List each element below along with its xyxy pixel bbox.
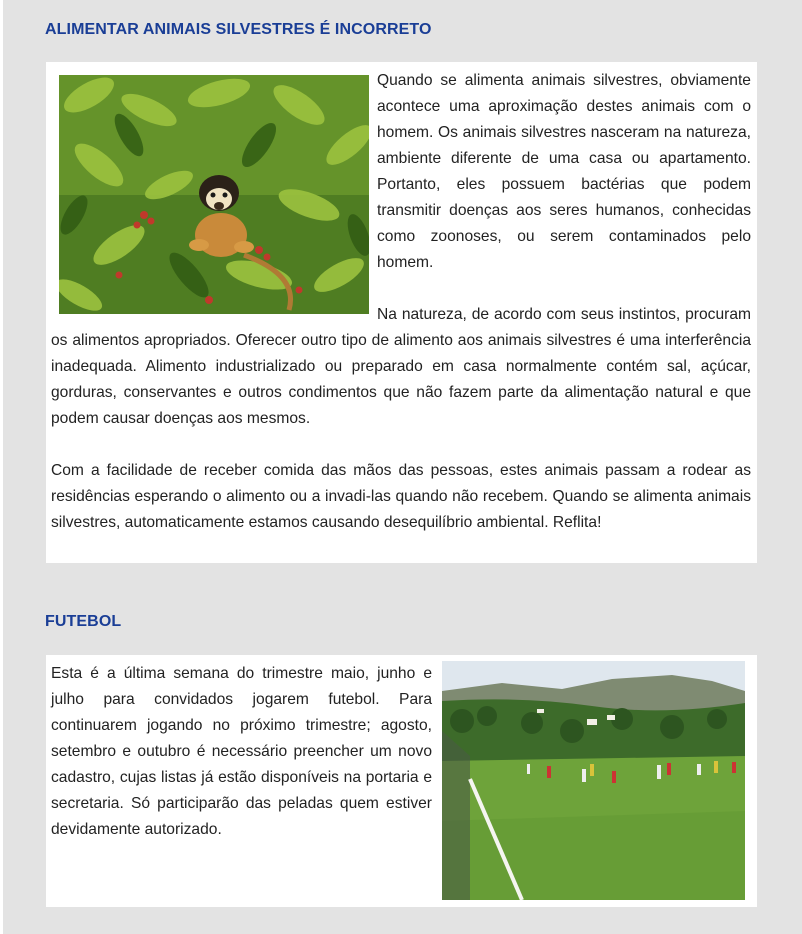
paragraph: Com a facilidade de receber comida das mãos das pessoas, estes animais passam a rodear as residências esperando o alimento ou a invadi-las quando não recebem. Quando se alimenta animais silvestres, automaticamente estamos causando desequilíbrio ambiental. Reflita! <box>51 462 751 531</box>
football-field-photo <box>442 661 745 900</box>
left-edge <box>0 0 3 934</box>
section-title-football: FUTEBOL <box>45 613 122 630</box>
article-card-wildlife <box>46 62 757 563</box>
paragraph: Quando se alimenta animais silvestres, obviamente acontece uma aproximação destes animais com o homem. Os animais silvestres nasceram na natureza, ambiente diferente de uma casa ou apartamento. Portanto, eles possuem bactérias que podem transmitir doenças aos seres humanos, conhecidas como zoonoses, ou serem contaminados pelo homem. <box>377 72 751 271</box>
squirrel-monkey-photo <box>59 75 369 314</box>
section-title-wildlife: ALIMENTAR ANIMAIS SILVESTRES É INCORRETO <box>45 21 432 38</box>
article-card-football <box>46 655 757 907</box>
paragraph: Esta é a última semana do trimestre maio, junho e julho para convidados jogarem futebol. Para continuarem jogando no próximo trimestre; agosto, setembro e outubro é necessário preencher um novo cadastro, cujas listas já estão disponíveis na portaria e secretaria. Só participarão das peladas quem estiver devidamente autorizado. <box>51 665 432 838</box>
paragraph: Na natureza, de acordo com seus instintos, procuram os alimentos apropriados. Oferecer outro tipo de alimento aos animais silvestres é uma interferência inadequada. Alimento industrializado ou preparado em casa normalmente contém sal, açúcar, gorduras, conservantes e outros condimentos que não fazem parte da alimentação natural e que podem causar doenças aos mesmos. <box>51 306 751 427</box>
